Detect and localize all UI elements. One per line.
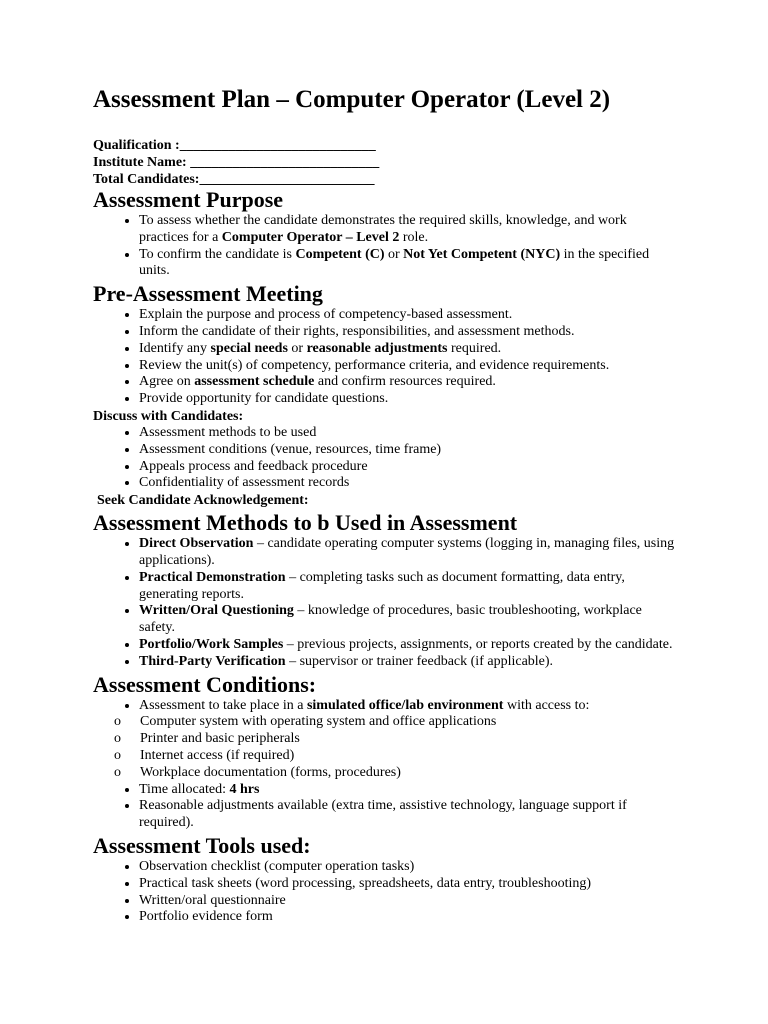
list-item: • Reasonable adjustments available (extra time, assistive technology, language support if required). (139, 798, 678, 832)
section-heading-conditions: Assessment Conditions: (93, 671, 317, 697)
list-item: • To confirm the candidate is Competent (C) or Not Yet Competent (NYC) in the specified units. (139, 247, 678, 281)
section-heading-methods: Assessment Methods to b Used in Assessment (93, 510, 518, 536)
list-item: • Inform the candidate of their rights, responsibilities, and assessment methods. (139, 324, 678, 341)
list-item: • Portfolio/Work Samples – previous projects, assignments, or reports created by the candidate. (139, 637, 678, 654)
list-item: • Review the unit(s) of competency, performance criteria, and evidence requirements. (139, 358, 678, 375)
section-heading-tools: Assessment Tools used: (93, 832, 311, 858)
list-item: • Portfolio evidence form (139, 909, 678, 926)
list-item: • Observation checklist (computer operation tasks) (139, 859, 678, 876)
list-item: • Identify any special needs or reasonable adjustments required. (139, 341, 678, 358)
sub-list-item: o Internet access (if required) (114, 747, 295, 763)
methods-list (93, 536, 678, 670)
section-heading-purpose: Assessment Purpose (93, 187, 284, 212)
qualification-field: Qualification :____________________________ (93, 138, 376, 153)
list-item: • Third-Party Verification – supervisor or trainer feedback (if applicable). (139, 654, 678, 671)
list-item: • Assessment conditions (venue, resources, time frame) (139, 442, 678, 459)
list-item: • Explain the purpose and process of competency-based assessment. (139, 307, 678, 324)
institute-name-field: Institute Name: ___________________________ (93, 155, 380, 170)
list-item: • Confidentiality of assessment records (139, 475, 678, 492)
list-item: • Agree on assessment schedule and confirm resources required. (139, 374, 678, 391)
total-candidates-field: Total Candidates:_________________________ (93, 172, 375, 187)
tools-list (93, 859, 678, 926)
pre-assessment-list (93, 307, 678, 408)
discuss-heading: Discuss with Candidates: (93, 408, 244, 424)
list-item: • Provide opportunity for candidate questions. (139, 391, 678, 408)
section-heading-pre-assessment: Pre-Assessment Meeting (93, 281, 323, 307)
document-title: Assessment Plan – Computer Operator (Level 2) (93, 86, 611, 113)
sub-list-item: o Workplace documentation (forms, procedures) (114, 764, 401, 780)
list-item: • Time allocated: 4 hrs (139, 782, 678, 799)
header-fields (93, 137, 379, 188)
list-item: • Assessment methods to be used (139, 425, 678, 442)
list-item: • Practical task sheets (word processing, spreadsheets, data entry, troubleshooting) (139, 876, 678, 893)
conditions-list-continued (93, 782, 678, 832)
list-item: • Written/oral questionnaire (139, 893, 678, 910)
acknowledgement-heading: Seek Candidate Acknowledgement: (97, 493, 309, 509)
list-item: • To assess whether the candidate demonstrates the required skills, knowledge, and work practices for a Computer Operator – Level 2 role. (139, 213, 678, 247)
list-item: • Written/Oral Questioning – knowledge of procedures, basic troubleshooting, workplace safety. (139, 603, 678, 637)
list-item: • Direct Observation – candidate operating computer systems (logging in, managing files, using applications). (139, 536, 678, 570)
purpose-list (93, 213, 678, 280)
list-item: • Appeals process and feedback procedure (139, 459, 678, 476)
sub-list-item: o Computer system with operating system and office applications (114, 714, 497, 730)
discuss-list (93, 425, 678, 492)
list-item: • Practical Demonstration – completing tasks such as document formatting, data entry, generating reports. (139, 570, 678, 604)
conditions-sublist (47, 714, 678, 781)
sub-list-item: o Printer and basic peripherals (114, 731, 300, 747)
conditions-list (93, 698, 678, 715)
list-item: • Assessment to take place in a simulated office/lab environment with access to: (139, 698, 678, 715)
document-body (93, 186, 678, 926)
